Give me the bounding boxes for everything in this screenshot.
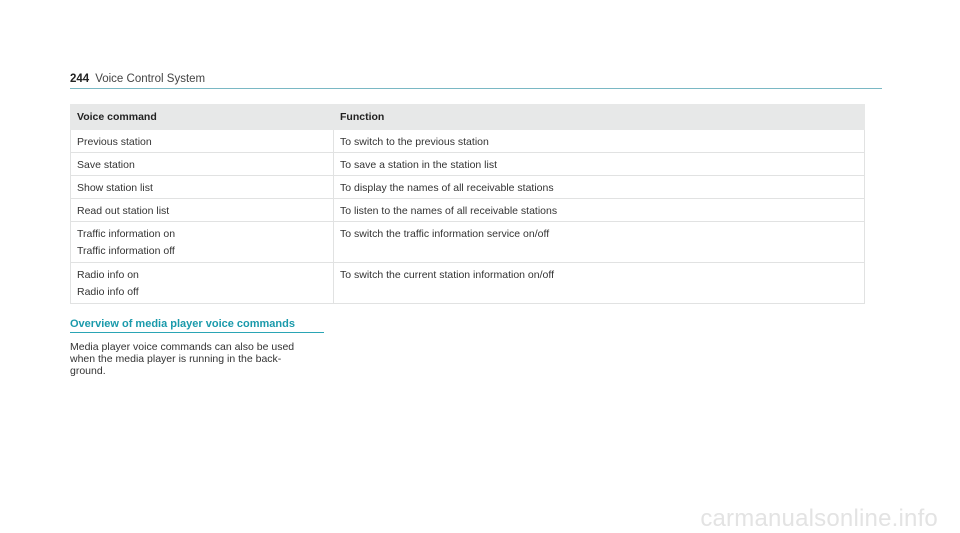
command-cell [71,199,334,222]
table-row [71,263,865,304]
overview-paragraph [70,341,330,377]
command-text: Read out station list [77,205,170,217]
section-title: Voice Control System [95,73,206,85]
function-text: To listen to the names of all receivable stations [340,205,558,217]
table-header-row [71,105,865,130]
column-header-function: Function [334,105,865,130]
function-cell [334,263,865,304]
function-cell [334,222,865,263]
watermark: carmanualsonline.info [700,505,938,532]
command-text: Traffic information off [77,245,175,257]
command-cell [71,263,334,304]
paragraph-line: when the media player is running in the back- [70,353,282,365]
function-cell [334,199,865,222]
command-cell [71,222,334,263]
column-header-voice-command: Voice command [71,105,334,130]
voice-command-table [70,104,865,304]
paragraph-line: Media player voice commands can also be used [70,341,295,353]
function-text: To switch the current station information on/off [340,269,554,281]
function-text: To save a station in the station list [340,159,498,171]
table-row [71,176,865,199]
command-text: Radio info on [77,269,139,281]
command-text: Show station list [77,182,153,194]
command-cell [71,176,334,199]
table-row [71,222,865,263]
function-cell [334,153,865,176]
function-text: To switch the traffic information service on/off [340,228,550,240]
overview-heading: Overview of media player voice commands [70,317,324,333]
command-text: Save station [77,159,135,171]
command-text: Radio info off [77,286,139,298]
table-row [71,153,865,176]
function-text: To display the names of all receivable stations [340,182,554,194]
function-cell [334,176,865,199]
command-text: Previous station [77,136,152,148]
page-number: 244 [70,73,90,85]
table-row [71,130,865,153]
command-cell [71,130,334,153]
function-text: To switch to the previous station [340,136,489,148]
table-row [71,199,865,222]
page-header [70,72,882,89]
paragraph-line: ground. [70,365,106,377]
command-text: Traffic information on [77,228,176,240]
command-cell [71,153,334,176]
function-cell [334,130,865,153]
